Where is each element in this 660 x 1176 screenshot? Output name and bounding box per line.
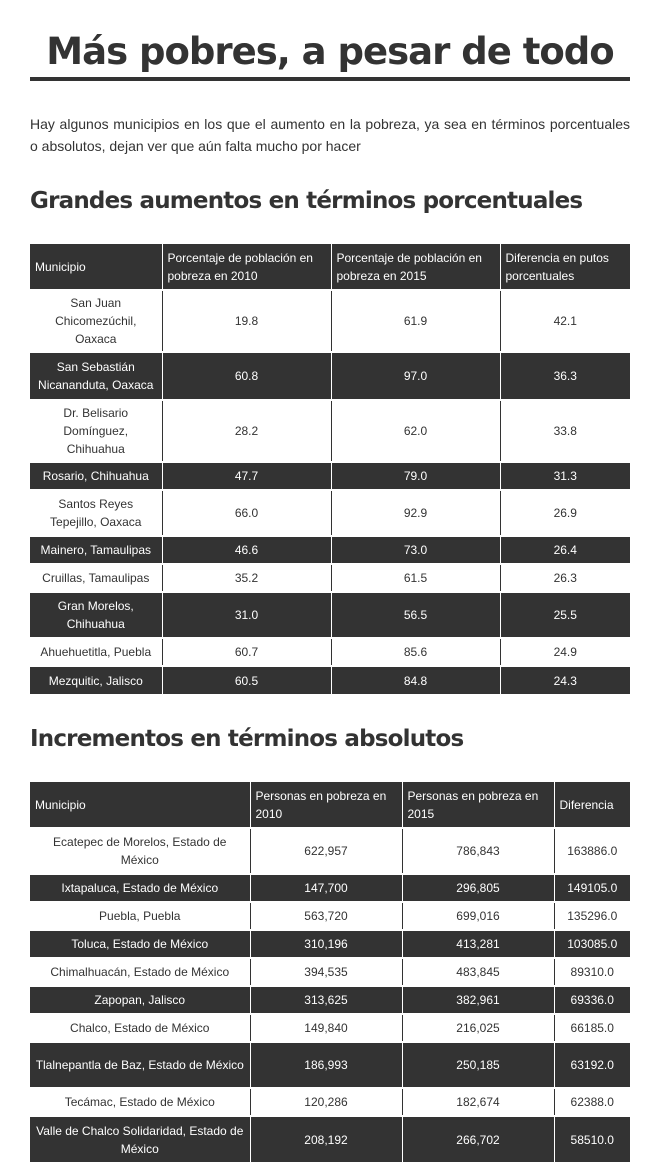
column-header: Diferencia en putos porcentuales — [500, 244, 630, 290]
value-cell: 60.7 — [162, 638, 331, 666]
table-row — [30, 352, 630, 400]
value-cell: 25.5 — [500, 592, 630, 638]
table-row — [30, 1014, 630, 1042]
table-header-row — [30, 244, 630, 290]
table-row — [30, 828, 630, 874]
value-cell: 26.4 — [500, 536, 630, 564]
table-row — [30, 564, 630, 592]
table-row — [30, 1042, 630, 1088]
municipality-cell: Santos Reyes Tepejillo, Oaxaca — [30, 490, 162, 536]
value-cell: 63192.0 — [554, 1042, 630, 1088]
value-cell: 19.8 — [162, 290, 331, 352]
value-cell: 147,700 — [250, 874, 402, 902]
value-cell: 310,196 — [250, 930, 402, 958]
table-row — [30, 290, 630, 352]
value-cell: 56.5 — [331, 592, 500, 638]
municipality-cell: Valle de Chalco Solidaridad, Estado de México — [30, 1116, 250, 1162]
municipality-cell: Dr. Belisario Domínguez, Chihuahua — [30, 400, 162, 462]
table-row — [30, 666, 630, 694]
intro-paragraph: Hay algunos municipios en los que el aumento en la pobreza, ya sea en términos porcentuales o absolutos, dejan ver que aún falta mucho por hacer — [30, 116, 630, 154]
value-cell: 92.9 — [331, 490, 500, 536]
value-cell: 61.9 — [331, 290, 500, 352]
value-cell: 84.8 — [331, 666, 500, 694]
table-row — [30, 1116, 630, 1162]
value-cell: 413,281 — [402, 930, 554, 958]
table-row — [30, 638, 630, 666]
value-cell: 58510.0 — [554, 1116, 630, 1162]
table-row — [30, 930, 630, 958]
municipality-cell: Ecatepec de Morelos, Estado de México — [30, 828, 250, 874]
value-cell: 250,185 — [402, 1042, 554, 1088]
value-cell: 60.8 — [162, 352, 331, 400]
column-header: Personas en pobreza en 2015 — [402, 782, 554, 828]
municipality-cell: Toluca, Estado de México — [30, 930, 250, 958]
section-title-absolute: Incrementos en términos absolutos — [30, 726, 464, 752]
title-divider — [30, 77, 630, 81]
value-cell: 35.2 — [162, 564, 331, 592]
value-cell: 62388.0 — [554, 1088, 630, 1116]
table-row — [30, 592, 630, 638]
value-cell: 66.0 — [162, 490, 331, 536]
table-row — [30, 400, 630, 462]
value-cell: 62.0 — [331, 400, 500, 462]
table-row — [30, 536, 630, 564]
value-cell: 622,957 — [250, 828, 402, 874]
page-title: Más pobres, a pesar de todo — [46, 30, 614, 73]
value-cell: 135296.0 — [554, 902, 630, 930]
value-cell: 46.6 — [162, 536, 331, 564]
table-row — [30, 490, 630, 536]
value-cell: 699,016 — [402, 902, 554, 930]
value-cell: 33.8 — [500, 400, 630, 462]
value-cell: 31.3 — [500, 462, 630, 490]
value-cell: 182,674 — [402, 1088, 554, 1116]
column-header: Porcentaje de población en pobreza en 2015 — [331, 244, 500, 290]
value-cell: 394,535 — [250, 958, 402, 986]
value-cell: 26.9 — [500, 490, 630, 536]
municipality-cell: San Juan Chicomezúchil, Oaxaca — [30, 290, 162, 352]
value-cell: 24.3 — [500, 666, 630, 694]
value-cell: 149105.0 — [554, 874, 630, 902]
column-header: Diferencia — [554, 782, 630, 828]
value-cell: 28.2 — [162, 400, 331, 462]
column-header: Porcentaje de población en pobreza en 2010 — [162, 244, 331, 290]
table-row — [30, 958, 630, 986]
table-row — [30, 874, 630, 902]
municipality-cell: Chimalhuacán, Estado de México — [30, 958, 250, 986]
value-cell: 103085.0 — [554, 930, 630, 958]
value-cell: 208,192 — [250, 1116, 402, 1162]
value-cell: 79.0 — [331, 462, 500, 490]
value-cell: 24.9 — [500, 638, 630, 666]
table-row — [30, 462, 630, 490]
column-header: Personas en pobreza en 2010 — [250, 782, 402, 828]
value-cell: 60.5 — [162, 666, 331, 694]
column-header: Municipio — [30, 244, 162, 290]
value-cell: 149,840 — [250, 1014, 402, 1042]
municipality-cell: Rosario, Chihuahua — [30, 462, 162, 490]
value-cell: 313,625 — [250, 986, 402, 1014]
value-cell: 296,805 — [402, 874, 554, 902]
value-cell: 266,702 — [402, 1116, 554, 1162]
table-row — [30, 986, 630, 1014]
section-title-percentual: Grandes aumentos en términos porcentuales — [30, 188, 583, 214]
table-header-row — [30, 782, 630, 828]
value-cell: 61.5 — [331, 564, 500, 592]
municipality-cell: Puebla, Puebla — [30, 902, 250, 930]
municipality-cell: San Sebastián Nicananduta, Oaxaca — [30, 352, 162, 400]
value-cell: 97.0 — [331, 352, 500, 400]
municipality-cell: Tlalnepantla de Baz, Estado de México — [30, 1042, 250, 1088]
value-cell: 69336.0 — [554, 986, 630, 1014]
value-cell: 563,720 — [250, 902, 402, 930]
table-row — [30, 902, 630, 930]
table-absolute — [30, 782, 630, 1162]
table-row — [30, 1088, 630, 1116]
column-header: Municipio — [30, 782, 250, 828]
table-percentual — [30, 244, 630, 694]
article — [30, 0, 630, 1162]
value-cell: 89310.0 — [554, 958, 630, 986]
municipality-cell: Ixtapaluca, Estado de México — [30, 874, 250, 902]
value-cell: 382,961 — [402, 986, 554, 1014]
value-cell: 163886.0 — [554, 828, 630, 874]
value-cell: 26.3 — [500, 564, 630, 592]
municipality-cell: Ahuehuetitla, Puebla — [30, 638, 162, 666]
value-cell: 483,845 — [402, 958, 554, 986]
value-cell: 85.6 — [331, 638, 500, 666]
value-cell: 186,993 — [250, 1042, 402, 1088]
value-cell: 216,025 — [402, 1014, 554, 1042]
value-cell: 36.3 — [500, 352, 630, 400]
municipality-cell: Tecámac, Estado de México — [30, 1088, 250, 1116]
value-cell: 73.0 — [331, 536, 500, 564]
value-cell: 786,843 — [402, 828, 554, 874]
value-cell: 66185.0 — [554, 1014, 630, 1042]
municipality-cell: Gran Morelos, Chihuahua — [30, 592, 162, 638]
value-cell: 42.1 — [500, 290, 630, 352]
value-cell: 31.0 — [162, 592, 331, 638]
value-cell: 47.7 — [162, 462, 331, 490]
municipality-cell: Mainero, Tamaulipas — [30, 536, 162, 564]
municipality-cell: Chalco, Estado de México — [30, 1014, 250, 1042]
municipality-cell: Mezquitic, Jalisco — [30, 666, 162, 694]
value-cell: 120,286 — [250, 1088, 402, 1116]
municipality-cell: Cruillas, Tamaulipas — [30, 564, 162, 592]
municipality-cell: Zapopan, Jalisco — [30, 986, 250, 1014]
